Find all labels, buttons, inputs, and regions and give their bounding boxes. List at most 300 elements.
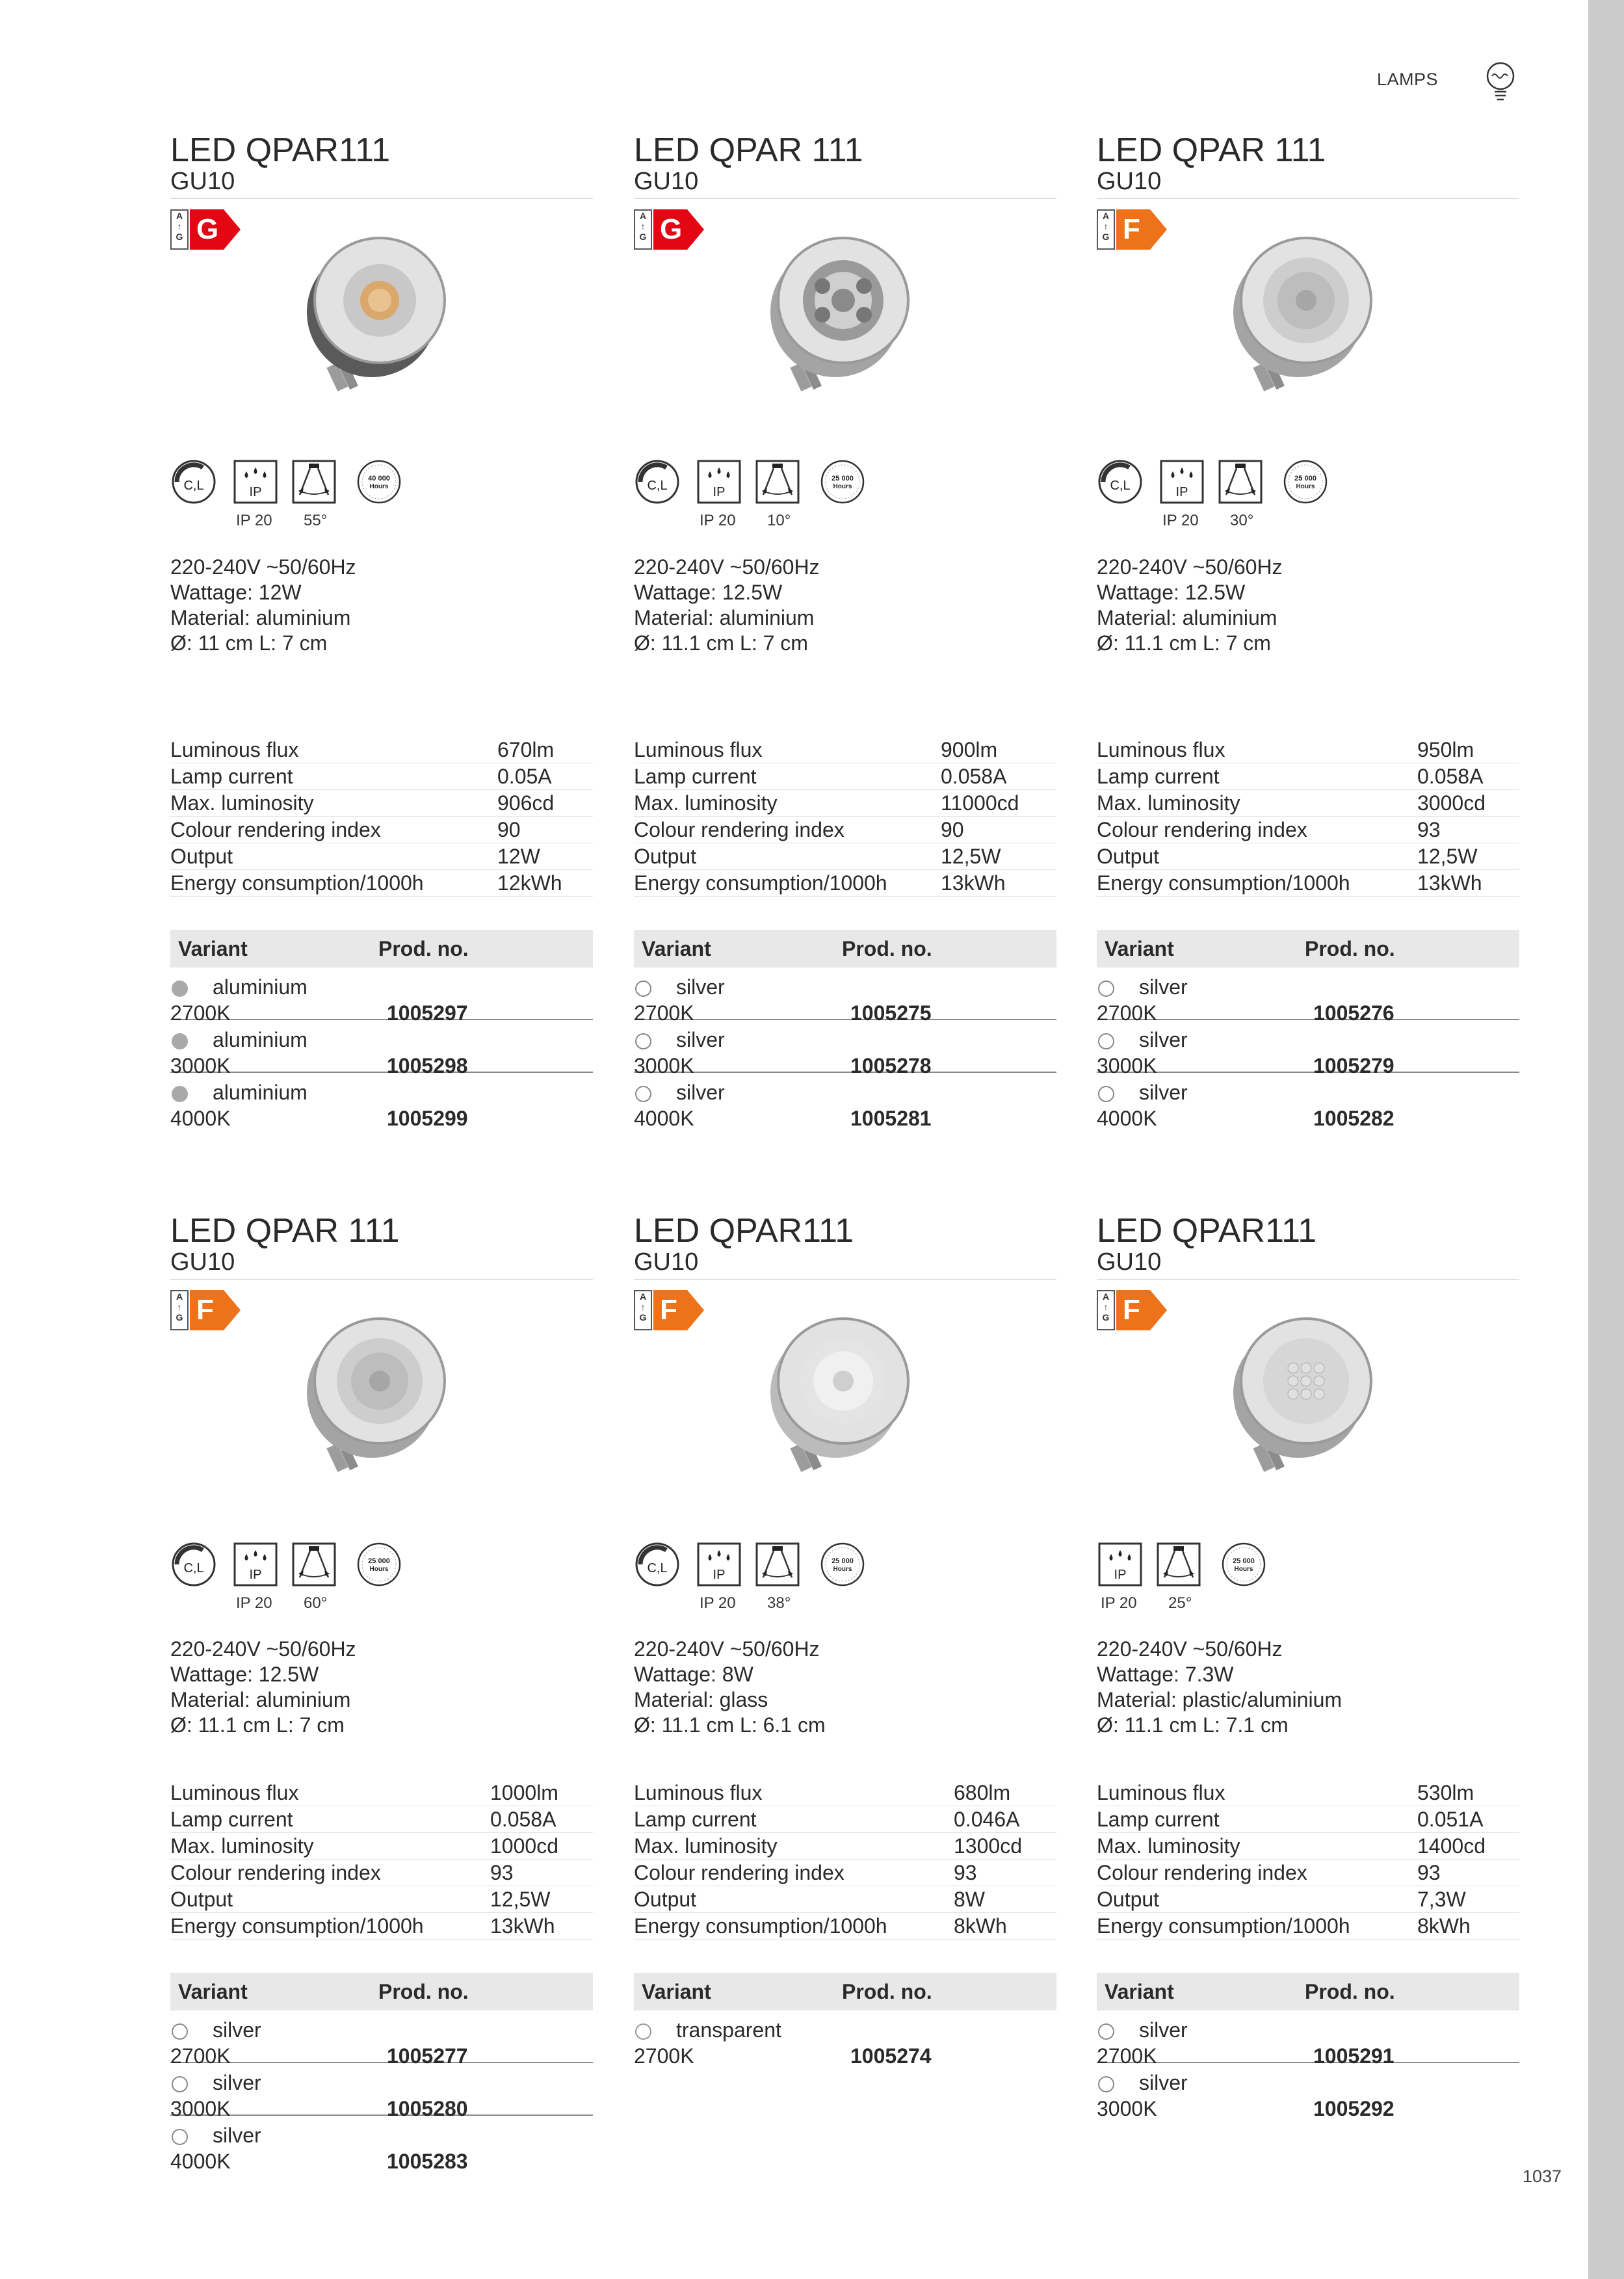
variant-finish: silver bbox=[1139, 2071, 1188, 2094]
spec-line: Wattage: 7.3W bbox=[1097, 1663, 1234, 1686]
prod-no-column-header: Prod. no. bbox=[378, 1979, 469, 2003]
spec-line: 220-240V ~50/60Hz bbox=[170, 555, 356, 579]
tech-label: Colour rendering index bbox=[1097, 817, 1417, 843]
tech-row bbox=[170, 1833, 593, 1860]
tech-row bbox=[634, 817, 1056, 843]
tech-label: Output bbox=[1097, 843, 1417, 870]
product-specs bbox=[634, 555, 1056, 656]
product-title: LED QPAR 111 bbox=[1097, 131, 1326, 169]
dimmable-icon bbox=[634, 1541, 681, 1588]
tech-value: 11000cd bbox=[941, 790, 1056, 817]
variant-color-temp: 3000K bbox=[634, 1054, 694, 1077]
tech-row bbox=[170, 1913, 593, 1940]
variant-color-temp: 3000K bbox=[1097, 2097, 1157, 2120]
product-socket: GU10 bbox=[170, 1248, 235, 1276]
variant-row bbox=[1097, 968, 1519, 1025]
tech-value: 12,5W bbox=[1417, 843, 1519, 870]
variant-table-header bbox=[170, 930, 593, 968]
energy-class: F bbox=[660, 1294, 677, 1326]
tech-value: 0.058A bbox=[490, 1806, 593, 1833]
spec-line: Material: aluminium bbox=[170, 1688, 351, 1711]
tech-label: Energy consumption/1000h bbox=[1097, 870, 1417, 897]
variant-color-temp: 2700K bbox=[170, 2044, 231, 2068]
variant-finish: aluminium bbox=[213, 1028, 308, 1051]
product-socket: GU10 bbox=[1097, 168, 1162, 195]
lifetime-hours-icon bbox=[356, 1541, 402, 1588]
variant-prod-no: 1005277 bbox=[387, 2044, 468, 2068]
energy-class: F bbox=[1123, 1294, 1140, 1326]
tech-label: Luminous flux bbox=[1097, 737, 1417, 763]
energy-class: G bbox=[660, 213, 683, 245]
beam-angle-label: 55° bbox=[304, 512, 328, 529]
tech-value: 8W bbox=[954, 1886, 1056, 1913]
tech-label: Output bbox=[1097, 1886, 1417, 1913]
energy-scale-icon: A ↑ G bbox=[1097, 209, 1115, 250]
tech-row bbox=[1097, 843, 1519, 870]
variant-prod-no: 1005274 bbox=[850, 2044, 932, 2068]
technical-data-table bbox=[170, 737, 593, 897]
spec-line: Wattage: 8W bbox=[634, 1663, 753, 1686]
variant-row bbox=[1097, 2063, 1519, 2120]
variant-column-header: Variant bbox=[642, 1979, 711, 2003]
tech-value: 12kWh bbox=[497, 870, 593, 897]
tech-row bbox=[1097, 1913, 1519, 1940]
beam-angle-icon bbox=[1217, 458, 1264, 505]
variant-finish: silver bbox=[213, 2124, 261, 2147]
technical-data-table bbox=[170, 1780, 593, 1940]
finish-swatch-icon bbox=[172, 1086, 188, 1102]
svg-text:25 000: 25 000 bbox=[1294, 475, 1316, 482]
svg-text:C,L: C,L bbox=[1110, 479, 1131, 493]
finish-swatch-icon bbox=[172, 2023, 188, 2040]
spec-line: Material: plastic/aluminium bbox=[1097, 1688, 1342, 1711]
energy-scale-icon: A ↑ G bbox=[170, 209, 189, 250]
finish-swatch-icon bbox=[1098, 1086, 1114, 1102]
tech-value: 0.058A bbox=[941, 763, 1056, 790]
svg-text:25 000: 25 000 bbox=[1233, 1557, 1255, 1565]
variant-color-temp: 4000K bbox=[170, 1107, 231, 1130]
tech-value: 12,5W bbox=[941, 843, 1056, 870]
tech-value: 93 bbox=[490, 1860, 593, 1886]
product-title: LED QPAR111 bbox=[170, 131, 391, 169]
variant-column-header: Variant bbox=[1105, 936, 1174, 960]
tech-row bbox=[1097, 870, 1519, 897]
svg-text:Hours: Hours bbox=[369, 1566, 389, 1573]
variant-finish: aluminium bbox=[213, 1081, 308, 1104]
variant-color-temp: 4000K bbox=[170, 2150, 231, 2173]
product-photo bbox=[757, 228, 929, 403]
variant-finish: transparent bbox=[676, 2018, 781, 2042]
variant-finish: silver bbox=[213, 2071, 261, 2094]
title-divider bbox=[170, 198, 593, 199]
beam-angle-icon bbox=[291, 458, 337, 505]
feature-icons bbox=[1097, 1541, 1519, 1613]
svg-text:25 000: 25 000 bbox=[368, 1557, 390, 1565]
dimmable-icon bbox=[170, 1541, 217, 1588]
product-specs bbox=[1097, 555, 1519, 656]
tech-row bbox=[1097, 1833, 1519, 1860]
variant-table bbox=[634, 930, 1056, 1130]
spec-line: Wattage: 12.5W bbox=[634, 581, 783, 604]
spec-line: Wattage: 12.5W bbox=[1097, 581, 1246, 604]
tech-label: Energy consumption/1000h bbox=[634, 870, 941, 897]
dimmable-icon bbox=[170, 458, 217, 505]
spec-line: 220-240V ~50/60Hz bbox=[1097, 1637, 1283, 1661]
lifetime-hours-icon bbox=[819, 1541, 866, 1588]
ip-rating-icon bbox=[696, 1541, 742, 1588]
tech-label: Output bbox=[634, 1886, 954, 1913]
product-title: LED QPAR111 bbox=[634, 1212, 854, 1250]
product-socket: GU10 bbox=[170, 168, 235, 195]
variant-color-temp: 3000K bbox=[1097, 1054, 1157, 1077]
finish-swatch-icon bbox=[1098, 1033, 1114, 1049]
variant-prod-no: 1005283 bbox=[387, 2150, 468, 2173]
tech-row bbox=[170, 843, 593, 870]
finish-swatch-icon bbox=[1098, 981, 1114, 997]
variant-table bbox=[634, 1973, 1056, 2068]
svg-text:Hours: Hours bbox=[1296, 483, 1315, 490]
title-divider bbox=[1097, 198, 1519, 199]
variant-row bbox=[634, 968, 1056, 1025]
tech-label: Output bbox=[170, 1886, 490, 1913]
ip-rating-icon bbox=[232, 458, 279, 505]
tech-value: 90 bbox=[497, 817, 593, 843]
tech-label: Lamp current bbox=[634, 763, 941, 790]
product-socket: GU10 bbox=[634, 1248, 699, 1276]
beam-angle-label: 60° bbox=[304, 1594, 328, 1612]
tech-row bbox=[170, 737, 593, 763]
variant-color-temp: 2700K bbox=[1097, 1001, 1157, 1025]
title-divider bbox=[634, 1279, 1056, 1280]
finish-swatch-icon bbox=[172, 981, 188, 997]
variant-row bbox=[170, 1020, 593, 1077]
variant-table-header bbox=[634, 1973, 1056, 2010]
product-photo bbox=[294, 1308, 465, 1484]
tech-label: Lamp current bbox=[634, 1806, 954, 1833]
variant-color-temp: 4000K bbox=[634, 1107, 694, 1130]
spec-line: Ø: 11.1 cm L: 7 cm bbox=[170, 1713, 345, 1737]
svg-text:40 000: 40 000 bbox=[368, 475, 390, 482]
beam-angle-label: 38° bbox=[767, 1594, 791, 1612]
tech-row bbox=[1097, 817, 1519, 843]
energy-class: F bbox=[196, 1294, 214, 1326]
svg-text:25 000: 25 000 bbox=[832, 1557, 854, 1565]
beam-angle-icon bbox=[754, 1541, 801, 1588]
technical-data-table bbox=[1097, 1780, 1519, 1940]
tech-value: 0.051A bbox=[1417, 1806, 1519, 1833]
svg-text:IP: IP bbox=[249, 485, 262, 499]
spec-line: Ø: 11.1 cm L: 7.1 cm bbox=[1097, 1713, 1289, 1737]
lightbulb-icon bbox=[1484, 60, 1517, 103]
variant-color-temp: 2700K bbox=[170, 1001, 231, 1025]
variant-column-header: Variant bbox=[1105, 1979, 1174, 2003]
spec-line: Ø: 11.1 cm L: 7 cm bbox=[1097, 631, 1271, 655]
tech-value: 1400cd bbox=[1417, 1833, 1519, 1860]
tech-value: 950lm bbox=[1417, 737, 1519, 763]
tech-label: Energy consumption/1000h bbox=[634, 1913, 954, 1940]
variant-color-temp: 2700K bbox=[634, 2044, 694, 2068]
spec-line: Ø: 11.1 cm L: 7 cm bbox=[634, 631, 808, 655]
tech-value: 13kWh bbox=[1417, 870, 1519, 897]
product-card bbox=[634, 1212, 1056, 2068]
variant-prod-no: 1005297 bbox=[387, 1001, 468, 1025]
variant-table bbox=[170, 930, 593, 1130]
variant-prod-no: 1005278 bbox=[850, 1054, 932, 1077]
product-specs bbox=[634, 1637, 1056, 1738]
ip-label: IP 20 bbox=[700, 512, 736, 529]
ip-rating-icon bbox=[232, 1541, 279, 1588]
variant-color-temp: 2700K bbox=[1097, 2044, 1157, 2068]
product-specs bbox=[170, 555, 593, 656]
svg-text:C,L: C,L bbox=[647, 1561, 668, 1575]
variant-prod-no: 1005276 bbox=[1313, 1001, 1395, 1025]
finish-swatch-icon bbox=[172, 1033, 188, 1049]
product-card bbox=[1097, 131, 1519, 1130]
spec-line: 220-240V ~50/60Hz bbox=[634, 555, 820, 579]
variant-finish: aluminium bbox=[213, 975, 308, 999]
title-divider bbox=[634, 198, 1056, 199]
dimmable-icon bbox=[634, 458, 681, 505]
prod-no-column-header: Prod. no. bbox=[842, 936, 932, 960]
tech-row bbox=[170, 1886, 593, 1913]
tech-label: Lamp current bbox=[170, 763, 497, 790]
tech-row bbox=[170, 763, 593, 790]
svg-text:C,L: C,L bbox=[183, 479, 204, 493]
spec-line: 220-240V ~50/60Hz bbox=[634, 1637, 820, 1661]
tech-value: 3000cd bbox=[1417, 790, 1519, 817]
section-label: LAMPS bbox=[1377, 70, 1439, 89]
ip-rating-icon bbox=[1159, 458, 1205, 505]
tech-value: 670lm bbox=[497, 737, 593, 763]
variant-row bbox=[170, 2116, 593, 2173]
svg-text:C,L: C,L bbox=[647, 479, 668, 493]
tech-label: Output bbox=[634, 843, 941, 870]
lifetime-hours-icon bbox=[1282, 458, 1329, 505]
tech-value: 1000cd bbox=[490, 1833, 593, 1860]
tech-value: 90 bbox=[941, 817, 1056, 843]
tech-row bbox=[170, 1806, 593, 1833]
tech-row bbox=[1097, 1780, 1519, 1806]
variant-prod-no: 1005291 bbox=[1313, 2044, 1395, 2068]
tech-label: Colour rendering index bbox=[170, 817, 497, 843]
side-tab-bar bbox=[1588, 0, 1624, 2279]
technical-data-table bbox=[634, 1780, 1056, 1940]
feature-icons bbox=[170, 458, 593, 530]
ip-label: IP 20 bbox=[236, 512, 272, 529]
svg-text:Hours: Hours bbox=[833, 483, 852, 490]
tech-row bbox=[170, 1780, 593, 1806]
variant-prod-no: 1005282 bbox=[1313, 1107, 1395, 1130]
technical-data-table bbox=[1097, 737, 1519, 897]
svg-text:Hours: Hours bbox=[369, 483, 389, 490]
svg-text:IP: IP bbox=[249, 1568, 262, 1582]
finish-swatch-icon bbox=[1098, 2023, 1114, 2040]
tech-value: 1000lm bbox=[490, 1780, 593, 1806]
tech-value: 93 bbox=[1417, 1860, 1519, 1886]
variant-row bbox=[170, 2010, 593, 2068]
tech-label: Luminous flux bbox=[634, 737, 941, 763]
svg-text:25 000: 25 000 bbox=[832, 475, 854, 482]
variant-row bbox=[170, 2063, 593, 2120]
variant-row bbox=[1097, 1073, 1519, 1130]
tech-row bbox=[634, 1886, 1056, 1913]
tech-row bbox=[634, 1780, 1056, 1806]
ip-label: IP 20 bbox=[236, 1594, 272, 1612]
technical-data-table bbox=[634, 737, 1056, 897]
spec-line: Ø: 11 cm L: 7 cm bbox=[170, 631, 328, 655]
energy-scale-icon: A ↑ G bbox=[634, 1290, 652, 1330]
tech-value: 12W bbox=[497, 843, 593, 870]
tech-value: 906cd bbox=[497, 790, 593, 817]
tech-label: Max. luminosity bbox=[1097, 790, 1417, 817]
variant-row bbox=[634, 1020, 1056, 1077]
tech-row bbox=[634, 1860, 1056, 1886]
spec-line: Ø: 11.1 cm L: 6.1 cm bbox=[634, 1713, 826, 1737]
finish-swatch-icon bbox=[172, 2129, 188, 2145]
tech-label: Energy consumption/1000h bbox=[1097, 1913, 1417, 1940]
tech-row bbox=[634, 1806, 1056, 1833]
product-card bbox=[170, 131, 593, 1130]
tech-row bbox=[1097, 737, 1519, 763]
ip-label: IP 20 bbox=[700, 1594, 736, 1612]
variant-color-temp: 4000K bbox=[1097, 1107, 1157, 1130]
variant-finish: silver bbox=[676, 975, 725, 999]
variant-prod-no: 1005292 bbox=[1313, 2097, 1395, 2120]
svg-text:IP: IP bbox=[1114, 1568, 1127, 1582]
tech-row bbox=[1097, 1860, 1519, 1886]
finish-swatch-icon bbox=[1098, 2076, 1114, 2092]
tech-row bbox=[170, 790, 593, 817]
tech-row bbox=[170, 870, 593, 897]
variant-prod-no: 1005298 bbox=[387, 1054, 468, 1077]
tech-value: 0.05A bbox=[497, 763, 593, 790]
tech-label: Colour rendering index bbox=[634, 1860, 954, 1886]
tech-label: Luminous flux bbox=[1097, 1780, 1417, 1806]
tech-value: 13kWh bbox=[490, 1913, 593, 1940]
variant-column-header: Variant bbox=[178, 1979, 248, 2003]
tech-value: 8kWh bbox=[954, 1913, 1056, 1940]
tech-label: Max. luminosity bbox=[170, 790, 497, 817]
spec-line: Material: glass bbox=[634, 1688, 768, 1711]
variant-table-header bbox=[634, 930, 1056, 968]
tech-row bbox=[170, 817, 593, 843]
product-photo bbox=[1220, 1308, 1392, 1484]
svg-text:C,L: C,L bbox=[183, 1561, 204, 1575]
svg-text:IP: IP bbox=[713, 485, 726, 499]
tech-label: Lamp current bbox=[170, 1806, 490, 1833]
spec-line: Material: aluminium bbox=[1097, 606, 1277, 629]
product-photo bbox=[757, 1308, 929, 1484]
beam-angle-icon bbox=[754, 458, 801, 505]
energy-class: F bbox=[1123, 213, 1140, 245]
tech-value: 530lm bbox=[1417, 1780, 1519, 1806]
tech-label: Lamp current bbox=[1097, 763, 1417, 790]
variant-row bbox=[1097, 2010, 1519, 2068]
ip-rating-icon bbox=[1097, 1541, 1144, 1588]
beam-angle-label: 30° bbox=[1230, 512, 1254, 529]
variant-finish: silver bbox=[1139, 1081, 1188, 1104]
tech-label: Lamp current bbox=[1097, 1806, 1417, 1833]
tech-label: Luminous flux bbox=[170, 737, 497, 763]
tech-value: 93 bbox=[954, 1860, 1056, 1886]
product-specs bbox=[170, 1637, 593, 1738]
energy-scale-icon: A ↑ G bbox=[634, 209, 652, 250]
svg-text:Hours: Hours bbox=[833, 1566, 852, 1573]
variant-finish: silver bbox=[213, 2018, 261, 2042]
tech-row bbox=[634, 1913, 1056, 1940]
tech-label: Luminous flux bbox=[634, 1780, 954, 1806]
product-title: LED QPAR 111 bbox=[634, 131, 863, 169]
prod-no-column-header: Prod. no. bbox=[1305, 936, 1395, 960]
tech-row bbox=[1097, 1806, 1519, 1833]
ip-rating-icon bbox=[696, 458, 742, 505]
variant-row bbox=[634, 1073, 1056, 1130]
product-photo bbox=[294, 228, 465, 403]
tech-row bbox=[1097, 763, 1519, 790]
feature-icons bbox=[634, 458, 1056, 530]
product-specs bbox=[1097, 1637, 1519, 1738]
tech-value: 900lm bbox=[941, 737, 1056, 763]
variant-table bbox=[170, 1973, 593, 2173]
finish-swatch-icon bbox=[635, 2023, 651, 2040]
tech-row bbox=[634, 790, 1056, 817]
variant-row bbox=[170, 1073, 593, 1130]
tech-label: Max. luminosity bbox=[634, 790, 941, 817]
lifetime-hours-icon bbox=[356, 458, 402, 505]
tech-row bbox=[634, 1833, 1056, 1860]
energy-scale-icon: A ↑ G bbox=[1097, 1290, 1115, 1330]
variant-table-header bbox=[170, 1973, 593, 2010]
ip-label: IP 20 bbox=[1162, 512, 1199, 529]
product-card bbox=[634, 131, 1056, 1130]
product-photo bbox=[1220, 228, 1392, 403]
tech-row bbox=[634, 843, 1056, 870]
svg-text:IP: IP bbox=[713, 1568, 726, 1582]
tech-row bbox=[1097, 790, 1519, 817]
tech-value: 93 bbox=[1417, 817, 1519, 843]
tech-row bbox=[1097, 1886, 1519, 1913]
product-title: LED QPAR 111 bbox=[170, 1212, 400, 1250]
variant-prod-no: 1005299 bbox=[387, 1107, 468, 1130]
variant-prod-no: 1005281 bbox=[850, 1107, 932, 1130]
tech-value: 0.058A bbox=[1417, 763, 1519, 790]
tech-label: Max. luminosity bbox=[1097, 1833, 1417, 1860]
tech-label: Max. luminosity bbox=[634, 1833, 954, 1860]
tech-value: 680lm bbox=[954, 1780, 1056, 1806]
lifetime-hours-icon bbox=[819, 458, 866, 505]
tech-label: Energy consumption/1000h bbox=[170, 870, 497, 897]
spec-line: 220-240V ~50/60Hz bbox=[170, 1637, 356, 1661]
spec-line: Wattage: 12.5W bbox=[170, 1663, 319, 1686]
energy-class: G bbox=[196, 213, 219, 245]
tech-value: 13kWh bbox=[941, 870, 1056, 897]
prod-no-column-header: Prod. no. bbox=[378, 936, 469, 960]
feature-icons bbox=[634, 1541, 1056, 1613]
spec-line: Material: aluminium bbox=[634, 606, 815, 629]
tech-value: 12,5W bbox=[490, 1886, 593, 1913]
finish-swatch-icon bbox=[635, 1086, 651, 1102]
finish-swatch-icon bbox=[635, 981, 651, 997]
variant-finish: silver bbox=[676, 1081, 725, 1104]
tech-label: Output bbox=[170, 843, 497, 870]
svg-text:IP: IP bbox=[1175, 485, 1188, 499]
variant-finish: silver bbox=[676, 1028, 725, 1051]
beam-angle-icon bbox=[291, 1541, 337, 1588]
title-divider bbox=[170, 1279, 593, 1280]
tech-label: Luminous flux bbox=[170, 1780, 490, 1806]
variant-table bbox=[1097, 930, 1519, 1130]
variant-prod-no: 1005275 bbox=[850, 1001, 932, 1025]
